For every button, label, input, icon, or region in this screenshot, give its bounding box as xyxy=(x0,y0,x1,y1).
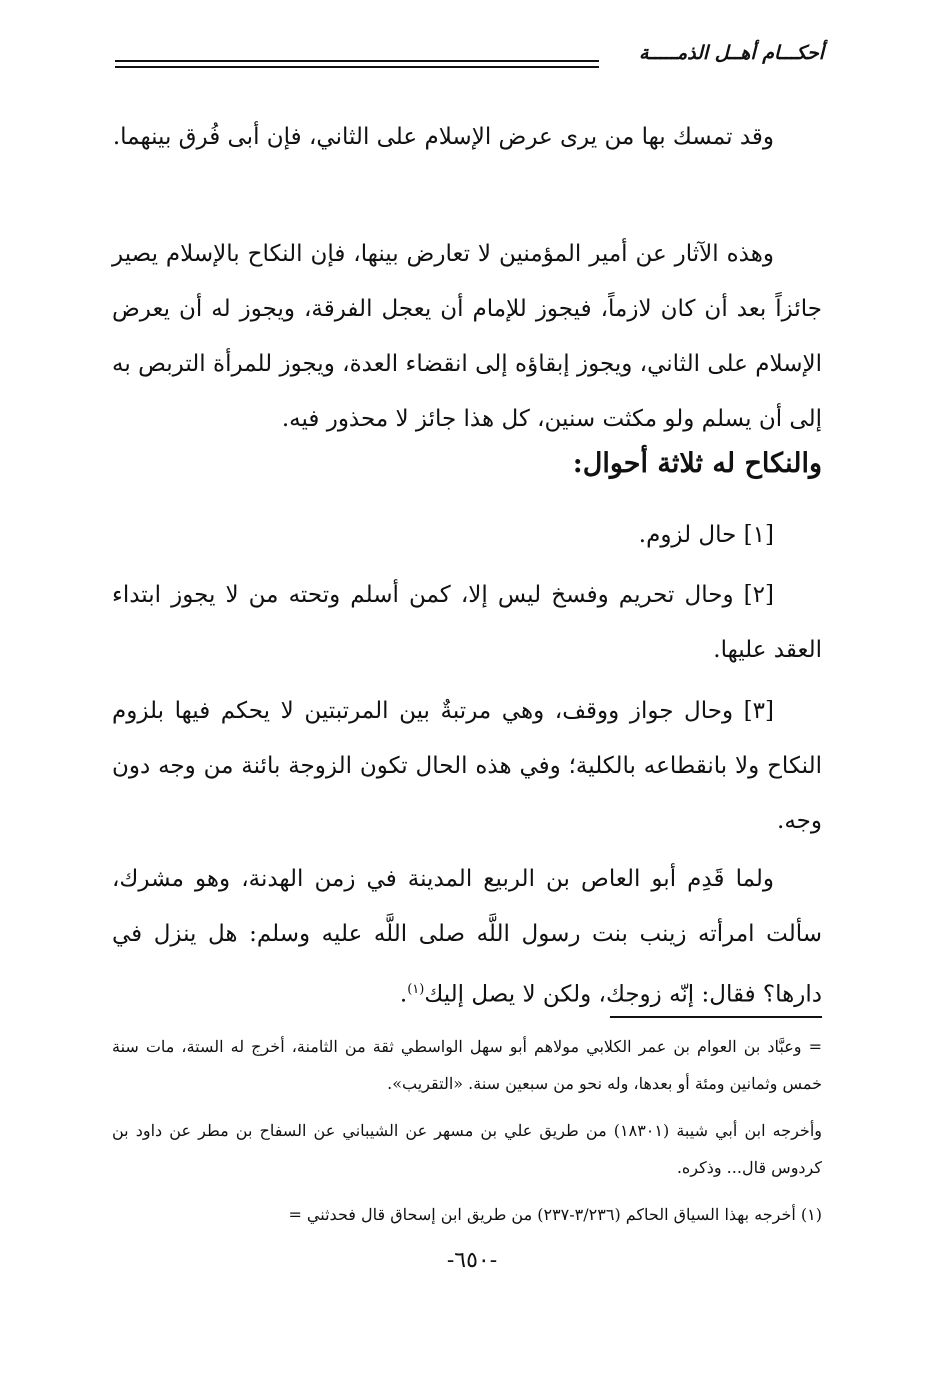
paragraph-1: وقد تمسك بها من يرى عرض الإسلام على الثاني، فإن أبى فُرق بينهما. xyxy=(112,124,774,150)
section-heading: والنكاح له ثلاثة أحوال: xyxy=(572,448,822,479)
paragraph-2: وهذه الآثار عن أمير المؤمنين لا تعارض بينها، فإن النكاح بالإسلام يصير جائزاً بعد أن كان لازماً، فيجوز للإمام أن يعجل الفرقة، ويجوز له أن يعرض الإسلام على الثاني، ويجوز إبقاؤه إلى انقضاء العدة، ويجوز للمرأة التربص به إلى أن يسلم ولو مكثت سنين، كل هذا جائز لا محذور فيه. xyxy=(112,241,822,432)
footnote-3: (١) أخرجه بهذا السياق الحاكم (٣/٢٣٦-٢٣٧) من طريق ابن إسحاق قال فحدثني = xyxy=(288,1205,822,1224)
footnote-1: = وعبَّاد بن العوام بن عمر الكلابي مولاهم أبو سهل الواسطي ثقة من الثامنة، أخرج له الستة، مات سنة خمس وثمانين ومئة أو بعدها، وله نحو من سبعين سنة. «التقريب». xyxy=(112,1037,822,1093)
footnote-marker: (١) xyxy=(407,982,425,997)
running-header-title: أحكـــام أهــل الذمـــــة xyxy=(638,42,824,64)
state-item-2: [٢] وحال تحريم وفسخ ليس إلا، كمن أسلم وتحته من لا يجوز ابتداء العقد عليها. xyxy=(112,582,822,663)
header-rule-top xyxy=(115,60,599,62)
footnote-2: وأخرجه ابن أبي شيبة (١٨٣٠١) من طريق علي بن مسهر عن الشيباني عن السفاح بن مطر عن داود بن كردوس قال... وذكره. xyxy=(112,1121,822,1177)
paragraph-3-end: . xyxy=(399,981,408,1008)
paragraph-3-text: ولما قَدِم أبو العاص بن الربيع المدينة في زمن الهدنة، وهو مشرك، سألت امرأته زينب بنت رسول اللَّه صلى اللَّه عليه وسلم: هل ينزل في دارها؟ فقال: إنّه زوجك، ولكن لا يصل إليك xyxy=(112,866,822,1008)
header-rule-bottom xyxy=(115,66,599,68)
state-item-1: [١] حال لزوم. xyxy=(638,522,774,548)
page-number: -٦٥٠- xyxy=(446,1248,498,1273)
state-item-3: [٣] وحال جواز ووقف، وهي مرتبةٌ بين المرتبتين لا يحكم فيها بلزوم النكاح ولا بانقطاعه بالكلية؛ وفي هذه الحال تكون الزوجة بائنة من وجه دون وجه. xyxy=(112,698,822,834)
paragraph-3 xyxy=(112,852,822,1023)
footnote-separator xyxy=(610,1016,822,1018)
